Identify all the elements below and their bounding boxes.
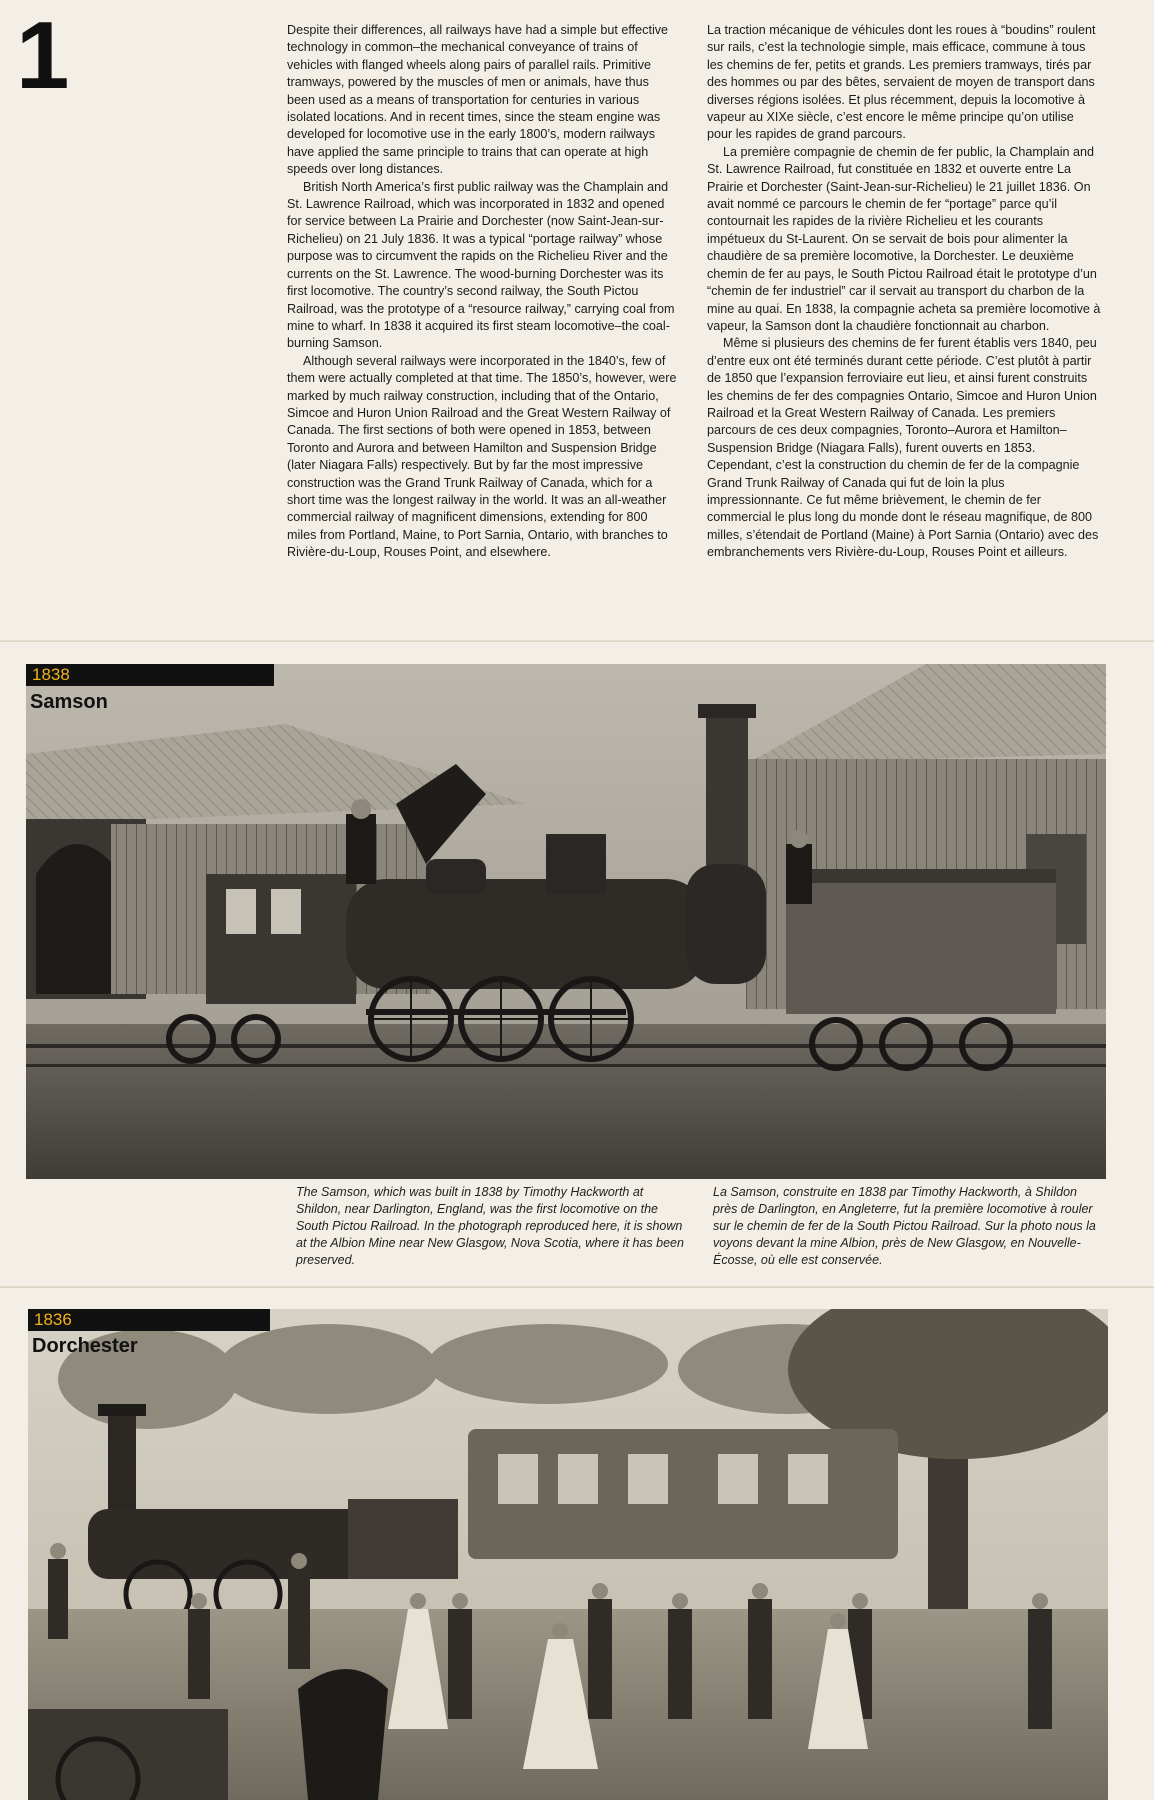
fr-paragraph-3: Même si plusieurs des chemins de fer furent établis vers 1840, peu d’entre eux ont été terminés durant cette période. C’est plutôt à partir de 1850 que l’expansion ferroviaire eut lieu, et ainsi furent construits les chemins de fer des compagnies Ontario, Simcoe and Huron Union Railroad et la Great Western Railway of Canada. Les premiers parcours de ces deux compagnies, Toronto–Aurora et Hamilton–Suspension Bridge (Niagara Falls), furent ouverts en 1853. Cependant, c’est la construction du chemin de fer de la compagnie Grand Trunk Railway of Canada qui fut de loin la plus impressionnante. Ce fut même brièvement, le chemin de fer commercial le plus long du monde dont le réseau magnifique, de 800 milles, s’étendait de Portland (Maine) à Port Sarnia (Ontario) avec des embranchements vers Rivière-du-Loup, Rouses Point et ailleurs. bbox=[707, 336, 1099, 560]
en-paragraph-3: Although several railways were incorporated in the 1840’s, few of them were actually completed at that time. The 1850’s, however, were marked by much railway construction, including that of the Ontario, Simcoe and Huron Union Railroad and the Great Western Railway of Canada. The first sections of both were opened in 1853, between Toronto and Aurora and between Hamilton and Suspension Bridge (later Niagara Falls) respectively. But by far the most impressive construction was the Grand Trunk Railway of Canada, which for a short time was the longest railway in the world. It was an all-weather commercial railway of magnificent dimensions, extending for 800 miles from Portland, Maine, to Port Sarnia, Ontario, with branches to Rivière-du-Loup, Rouses Point, and elsewhere. bbox=[287, 353, 677, 560]
samson-caption-fr: La Samson, construite en 1838 par Timothy Hackworth, à Shildon près de Darlington, en Angleterre, fut la première locomotive à rouler sur le chemin de fer de la South Pictou Railroad. Sur la photo nous la voyons devant la mine Albion, près de New Glasgow, en Nouvelle-Écosse, où elle est conservée. bbox=[713, 1185, 1096, 1267]
page-number: 1 bbox=[16, 2, 70, 109]
dorchester-painting bbox=[28, 1309, 1108, 1800]
fr-paragraph-2: La première compagnie de chemin de fer public, la Champlain and St. Lawrence Railroad, fut constituée en 1832 et ouverte entre La Prairie et Dorchester (Saint-Jean-sur-Richelieu) le 21 juillet 1836. On avait nommé ce parcours le chemin de fer “portage” parce qu’il contournait les rapides de la rivière Richelieu et les courants impétueux du St-Laurent. On se servait de bois pour alimenter la chaudière de sa première locomotive, la Dorchester. Le deuxième chemin de fer au pays, le South Pictou Railroad était le prototype d’un “chemin de fer industriel” car il servait au transport du charbon de la mine au quai. En 1838, la compagnie acheta sa première locomotive à vapeur, la Samson dont la chaudière fonctionnait au charbon. bbox=[707, 144, 1101, 333]
samson-photograph bbox=[26, 664, 1106, 1179]
english-text-column bbox=[287, 22, 679, 562]
samson-locomotive-image bbox=[26, 664, 1106, 1179]
dorchester-title: Dorchester bbox=[32, 1335, 138, 1357]
dorchester-scene-image bbox=[28, 1309, 1108, 1800]
samson-year-label: 1838 bbox=[26, 664, 274, 686]
page-fold bbox=[0, 640, 1154, 642]
fr-paragraph-1: La traction mécanique de véhicules dont les roues à “boudins” roulent sur rails, c’est la technologie simple, mais efficace, commune à tous les chemins de fer, petits et grands. Les premiers tramways, tirés par des hommes ou par des bêtes, servaient de moyen de transport dans diverses régions isolées. Et plus récemment, depuis la locomotive à vapeur au XIXe siècle, c’est encore le même principe qu’on utilise pour les rapides de grand parcours. bbox=[707, 23, 1096, 142]
en-paragraph-2: British North America’s first public railway was the Champlain and St. Lawrence Railroad, which was incorporated in 1832 and opened for service between La Prairie and Dorchester (now Saint-Jean-sur-Richelieu) on 21 July 1836. It was a typical “portage railway” whose purpose was to circumvent the rapids on the Richelieu River and the currents on the St. Lawrence. The wood-burning Dorchester was its first locomotive. The country’s second railway, the South Pictou Railroad, was the prototype of a “resource railway,” carrying coal from mine to wharf. In 1838 it acquired its first steam locomotive–the coal-burning Samson. bbox=[287, 179, 675, 351]
samson-title: Samson bbox=[30, 691, 108, 713]
samson-caption-en: The Samson, which was built in 1838 by Timothy Hackworth at Shildon, near Darlington, England, was the first locomotive on the South Pictou Railroad. In the photograph reproduced here, it is shown at the Albion Mine near New Glasgow, Nova Scotia, where it has been preserved. bbox=[296, 1185, 684, 1267]
en-paragraph-1: Despite their differences, all railways have had a simple but effective technology in common–the mechanical conveyance of trains of vehicles with flanged wheels along pairs of parallel rails. Primitive tramways, powered by the muscles of men or animals, have thus been used as a means of transportation for centuries in various isolated locations. And in recent times, since the steam engine was developed for locomotive use in the early 1800’s, modern railways have applied the same principle to trains that can operate at high speeds over long distances. bbox=[287, 23, 669, 177]
page-fold-lower bbox=[0, 1286, 1154, 1288]
french-text-column bbox=[707, 22, 1101, 562]
dorchester-year-label: 1836 bbox=[28, 1309, 270, 1331]
